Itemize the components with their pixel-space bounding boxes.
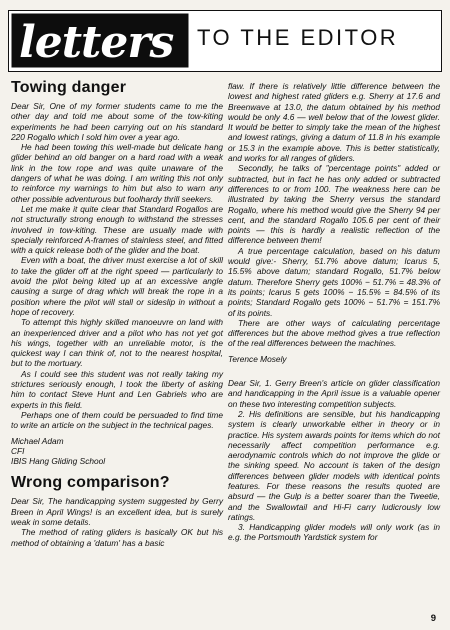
- section-title: TO THE EDITOR: [197, 25, 399, 50]
- letter3-para: 2. His definitions are sensible, but his handicapping system is clearly unworkable either in theory or in practice. His system awards points for items which do not necessarily affect competition performance e.g. aerodynamic controls which do not improve the glide or the sinking speed. No account is taken of the design differences between glider models with identical points features. For these reasons the results quoted are absurd — the Gulp is a better soarer than the Tweetie, and the Swallowtail and Hi-Fi carry ludicrously low ratings.: [228, 408, 440, 522]
- heading-wrong-comparison: Wrong comparison?: [11, 474, 170, 492]
- logo-lettering: letters: [19, 17, 174, 68]
- page-number: 9: [430, 613, 436, 624]
- letter3-para: 3. Handicapping glider models will only work (as in e.g. the Portsmouth Yardstick system for: [228, 522, 440, 543]
- letter1-para: To attempt this highly skilled manoeuvre on land with an inexperienced driver and a pilot who has not yet got his wings, together with an unreliable motor, is the quickest way I can think of, not to the nearest hospital, but to the mortuary.: [11, 317, 223, 369]
- letter1-para: He had been towing this well-made but delicate hang glider behind an old banger on a hard road with a weak link in the tow rope and was quite unaware of the dangers of what he was doing. I am writing this not only to reinforce my warnings to him but also to warn any other possible adventurous but foolhardy thrill seekers.: [11, 142, 223, 204]
- letter1-para: As I could see this student was not really taking my strictures seriously enough, I took the liberty of asking him to contact Steve Hunt and Len Gabriels who are experts in this field.: [11, 368, 223, 410]
- signature-name: Michael Adam: [11, 435, 64, 446]
- letter2-para: There are other ways of calculating percentage differences but the above method gives a true reflection of the real differences between the machines.: [228, 317, 440, 349]
- letter1-para: Even with a boat, the driver must exercise a lot of skill to take the glider off at the right speed — particularly to avoid the pilot being kited up at an excessive angle causing a surge of drag which will break the rope in a position where the pilot will stall or sideslip in without a hope of recovery.: [11, 255, 223, 317]
- letter1-para: Dear Sir, One of my former students came to me the other day and told me about some of the tow-kiting experiments he had been carrying out on his standard 220 Rogallo which I sold him over a year ago.: [11, 101, 223, 142]
- letter3-para: Dear Sir, 1. Gerry Breen's article on glider classification and handicapping in the April issue is a valuable opener on these two interesting competition subjects.: [228, 378, 440, 409]
- letter1-para: Let me make it quite clear that Standard Rogallos are not structurally strong enough to withstand the stresses involved in tow-kiting. These are usually made with specially reinforced A-frames of stainless steel, and fitted with a quick release both of the glider and the boat.: [11, 203, 223, 256]
- letter2-para: Dear Sir, The handicapping system suggested by Gerry Breen in April Wings! is an excellent idea, but is surely weak in some details.: [11, 496, 223, 527]
- letter2-para: The method of rating gliders is basically OK but his method of obtaining a 'datum' has a basic: [11, 527, 223, 548]
- letter2-para: Secondly, he talks of "percentage points" added or subtracted, but in fact he has only added or subtracted differences to or from 100. The weakness here can be illustrated by taking the Sherry versus the standard Rogallo, where his method would give the Sherry 94 per cent, and the standard Rogallo 105.6 per cent of their points — this is hardly a realistic reflection of the difference between them!: [228, 163, 440, 246]
- letter2-para: flaw. If there is relatively little difference between the lowest and highest rated gliders e.g. Sherry at 17.6 and Breenwave at 13.0, the datum obtained by his method would be only 4.6 — well below that of the lowest glider. It would be better to simply take the mean of the highest and lowest ratings, giving a datum of 11.8 in his example or 15.3 in the example above. This is better statistically, and works for all ranges of gliders.: [228, 81, 440, 164]
- signature-title: CFI: [11, 445, 25, 456]
- letter2-para: A true percentage calculation, based on his datum would give:- Sherry, 51.7% above datum; Icarus 5, 15.5% above datum; standard Rogallo, 51.7% below datum. Therefore Sherry gets 100% − 51.7% = 48.3% of its points; Icarus 5 gets 100% − 15.5% = 84.5% of its points; Standard Rogallo gets 100% − 51.7% = 151.7% of its points.: [228, 245, 440, 318]
- signature-org: IBIS Hang Gliding School: [11, 456, 106, 467]
- heading-towing-danger: Towing danger: [11, 79, 127, 96]
- letter1-signature: [11, 436, 223, 467]
- letter1-para: Perhaps one of them could be persuaded to find time to write an article on the subject in the technical pages.: [11, 409, 223, 431]
- right-column: [228, 81, 440, 543]
- letters-logo-art: [11, 13, 189, 68]
- signature-name: Terence Mosely: [228, 353, 287, 364]
- letters-banner: [8, 10, 442, 72]
- letters-logo: [11, 13, 189, 68]
- letter2-signature: [228, 354, 440, 364]
- left-column: [11, 78, 223, 548]
